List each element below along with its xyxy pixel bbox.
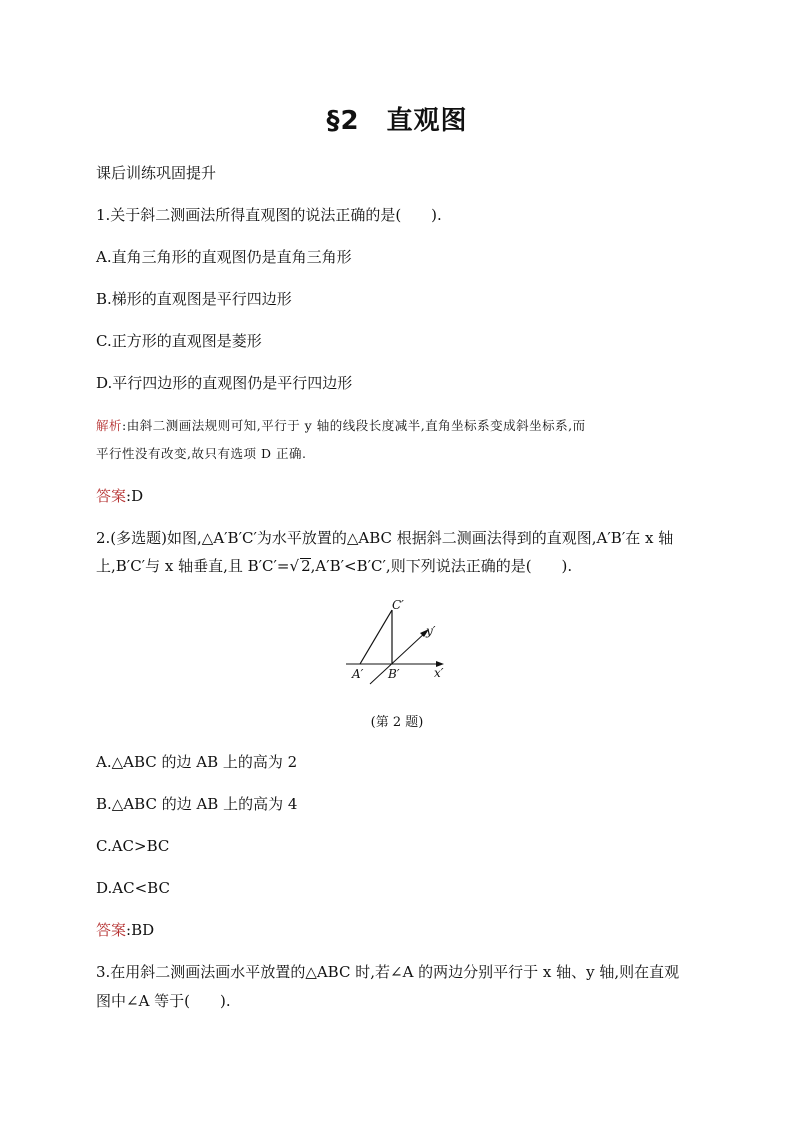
- q2-stem-line2: 上,B′C′与 x 轴垂直,且 B′C′=√ 2,A′B′<B′C′,则下列说法正确的是( ).: [96, 557, 573, 575]
- q1-analysis-line1: [96, 417, 586, 435]
- q2-option-a: A.△ABC 的边 AB 上的高为 2: [96, 753, 298, 771]
- q1-answer: [96, 487, 143, 505]
- answer-label: 答案: [96, 487, 127, 505]
- oblique-diagram: [340, 596, 460, 688]
- q2-answer: [96, 921, 154, 939]
- q1-option-c: C.正方形的直观图是菱形: [96, 332, 262, 350]
- q3-stem-line2: 图中∠A 等于( ).: [96, 992, 231, 1010]
- answer-value: :BD: [126, 921, 155, 939]
- analysis-text: :由斜二测画法规则可知,平行于 y 轴的线段长度减半,直角坐标系变成斜坐标系,而: [122, 418, 586, 433]
- answer-value: :D: [126, 487, 144, 505]
- segment-ac: [360, 610, 392, 664]
- q1-stem: 1.关于斜二测画法所得直观图的说法正确的是( ).: [96, 206, 442, 224]
- q2-option-d: D.AC<BC: [96, 879, 170, 897]
- q1-analysis-line2: 平行性没有改变,故只有选项 D 正确.: [96, 446, 307, 461]
- q2-stem-part-a: 上,B′C′与 x 轴垂直,且 B′C′=: [96, 557, 290, 575]
- q2-stem-part-b: ,A′B′<B′C′,则下列说法正确的是( ).: [310, 557, 573, 575]
- q2-option-c: C.AC>BC: [96, 837, 170, 855]
- answer-label: 答案: [96, 921, 127, 939]
- sqrt-radicand: 2: [301, 557, 311, 575]
- q2-option-b: B.△ABC 的边 AB 上的高为 4: [96, 795, 298, 813]
- page-title: §2 直观图: [326, 106, 468, 136]
- q1-option-a: A.直角三角形的直观图仍是直角三角形: [96, 248, 352, 266]
- analysis-label: 解析: [96, 418, 123, 433]
- label-x: x′: [434, 666, 444, 680]
- figure-caption: (第 2 题): [370, 715, 424, 730]
- q1-option-b: B.梯形的直观图是平行四边形: [96, 290, 292, 308]
- q1-option-d: D.平行四边形的直观图仍是平行四边形: [96, 374, 353, 392]
- label-b: B′: [388, 667, 400, 681]
- label-c: C′: [392, 598, 404, 612]
- q3-stem-line1: 3.在用斜二测画法画水平放置的△ABC 时,若∠A 的两边分别平行于 x 轴、y 轴,则在直观: [96, 963, 680, 981]
- label-y: y′: [426, 624, 436, 638]
- q2-stem-line1: 2.(多选题)如图,△A′B′C′为水平放置的△ABC 根据斜二测画法得到的直观图,A′B′在 x 轴: [96, 529, 674, 547]
- label-a: A′: [352, 667, 364, 681]
- section-label: 课后训练巩固提升: [96, 164, 217, 182]
